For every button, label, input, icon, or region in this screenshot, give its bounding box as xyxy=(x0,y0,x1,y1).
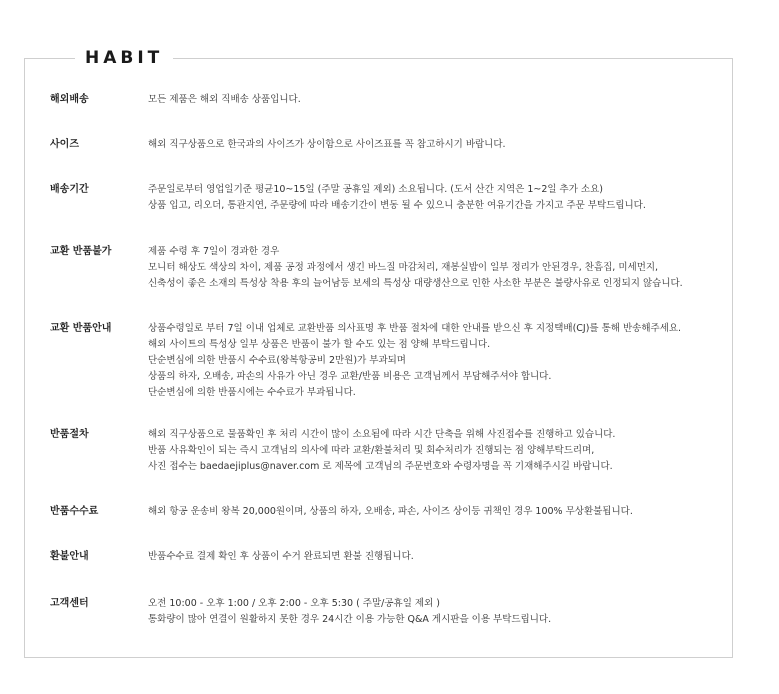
section-label: 해외배송 xyxy=(50,94,89,105)
section-label: 반품절차 xyxy=(50,429,89,440)
section-text xyxy=(148,244,738,292)
section-text xyxy=(148,596,738,628)
section-line: 해외 항공 운송비 왕복 20,000원이며, 상품의 하자, 오배송, 파손, 사이즈 상이등 귀책인 경우 100% 무상환불됩니다. xyxy=(148,506,633,517)
section-text xyxy=(148,321,738,401)
section-label: 환불안내 xyxy=(50,551,89,562)
section-line: 단순변심에 의한 반품시 수수료(왕복항공비 2만원)가 부과되며 xyxy=(148,355,406,366)
section-line: 상품수령일로 부터 7일 이내 업체로 교환반품 의사표명 후 반품 절차에 대한 안내를 받으신 후 지정택배(CJ)를 통해 반송해주세요. xyxy=(148,323,682,334)
section-line: 사진 접수는 baedaejiplus@naver.com 로 제목에 고객님의 주문번호와 수령자명을 꼭 기재해주시길 바랍니다. xyxy=(148,461,613,472)
section-text xyxy=(148,504,738,520)
section-text xyxy=(148,549,738,565)
section-line: 반품수수료 결제 확인 후 상품이 수거 완료되면 환불 진행됩니다. xyxy=(148,551,414,562)
section-line: 모든 제품은 해외 직배송 상품입니다. xyxy=(148,94,301,105)
section-line: 제품 수령 후 7일이 경과한 경우 xyxy=(148,246,280,257)
section-text xyxy=(148,427,738,475)
section-line: 해외 직구상품으로 한국과의 사이즈가 상이함으로 사이즈표를 꼭 참고하시기 바랍니다. xyxy=(148,139,506,150)
section-line: 상품의 하자, 오배송, 파손의 사유가 아닌 경우 교환/반품 비용은 고객님께서 부담해주셔야 합니다. xyxy=(148,371,552,382)
section-line: 오전 10:00 - 오후 1:00 / 오후 2:00 - 오후 5:30 ( 주말/공휴일 제외 ) xyxy=(148,598,440,609)
section-line: 신축성이 좋은 소재의 특성상 착용 후의 늘어남등 보세의 특성상 대량생산으로 인한 사소한 부분은 불량사유로 인정되지 않습니다. xyxy=(148,278,683,289)
section-text xyxy=(148,137,738,153)
section-label: 교환 반품안내 xyxy=(50,323,112,334)
section-label: 배송기간 xyxy=(50,184,89,195)
section-line: 주문일로부터 영업일기준 평균10~15일 (주말 공휴일 제외) 소요됩니다. (도서 산간 지역은 1~2일 추가 소요) xyxy=(148,184,603,195)
section-label: 고객센터 xyxy=(50,598,89,609)
section-label: 교환 반품불가 xyxy=(50,246,112,257)
section-line: 해외 직구상품으로 물품확인 후 처리 시간이 많이 소요됨에 따라 시간 단축을 위해 사진접수를 진행하고 있습니다. xyxy=(148,429,616,440)
section-line: 모니터 해상도 색상의 차이, 제품 공정 과정에서 생긴 바느질 마감처리, 재봉실밥이 일부 정리가 안된경우, 찬흠집, 미세먼지, xyxy=(148,262,659,273)
section-line: 통화량이 많아 연결이 원활하지 못한 경우 24시간 이용 가능한 Q&A 게시판을 이용 부탁드립니다. xyxy=(148,614,552,625)
section-line: 해외 사이트의 특성상 일부 상품은 반품이 불가 할 수도 있는 점 양해 부탁드립니다. xyxy=(148,339,491,350)
section-text xyxy=(148,92,738,108)
section-line: 반품 사유확인이 되는 즉시 고객님의 의사에 따라 교환/환불처리 및 회수처리가 진행되는 점 양해부탁드리며, xyxy=(148,445,595,456)
section-label: 사이즈 xyxy=(50,139,79,150)
section-label: 반품수수료 xyxy=(50,506,99,517)
brand-title: HABIT xyxy=(75,44,173,72)
section-line: 단순변심에 의한 반품시에는 수수료가 부과됩니다. xyxy=(148,387,356,398)
section-line: 상품 입고, 리오더, 통관지연, 주문량에 따라 배송기간이 변동 될 수 있으니 충분한 여유기간을 가지고 주문 부탁드립니다. xyxy=(148,200,646,211)
section-text xyxy=(148,182,738,214)
